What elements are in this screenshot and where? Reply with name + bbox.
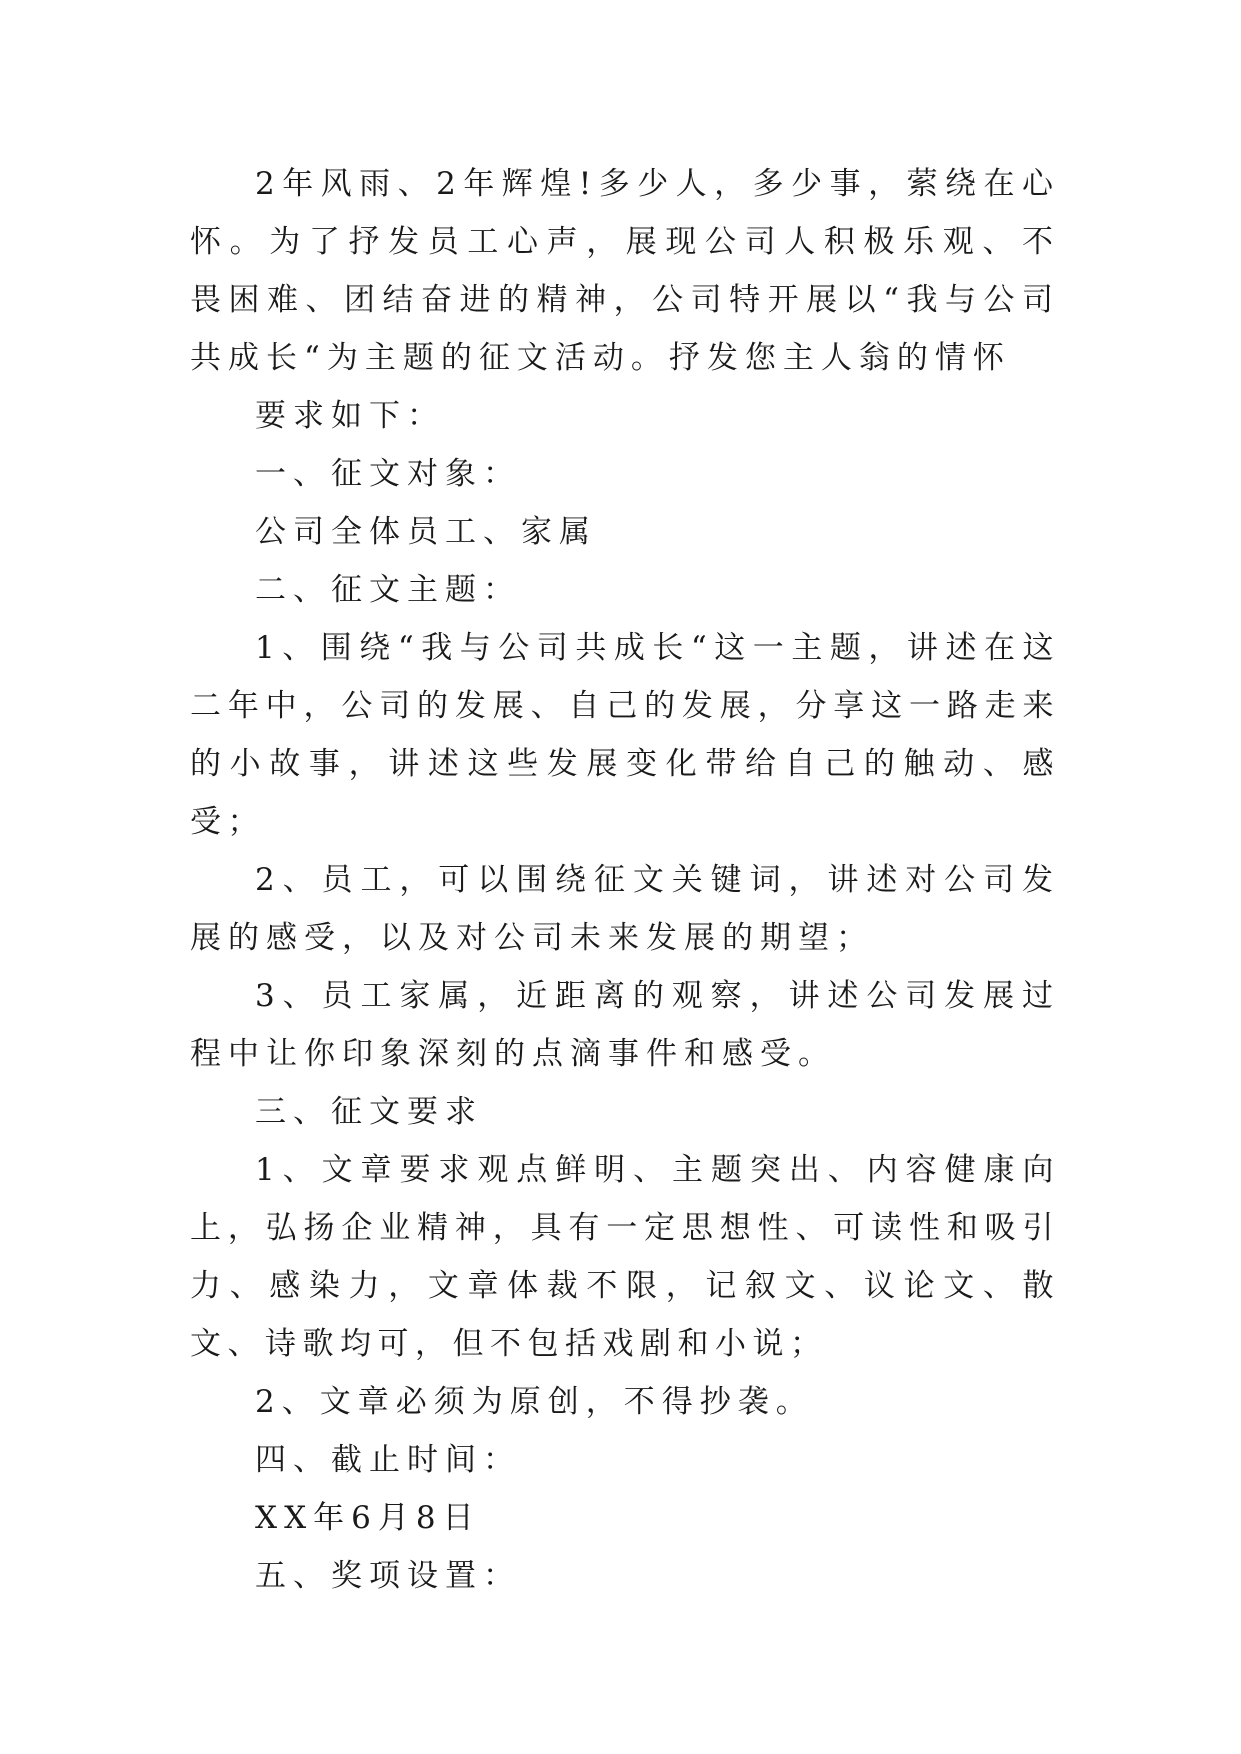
section-2-item-2: 2、员工，可以围绕征文关键词，讲述对公司发展的感受，以及对公司未来发展的期望；	[190, 862, 1060, 956]
section-4-content: XX年6月8日	[255, 1500, 481, 1536]
requirements-heading: 要求如下：	[255, 398, 445, 434]
section-4-heading: 四、截止时间：	[255, 1442, 521, 1478]
section-3-item-1: 1、文章要求观点鲜明、主题突出、内容健康向上，弘扬企业精神，具有一定思想性、可读性和吸引力、感染力，文章体裁不限，记叙文、议论文、散文、诗歌均可，但不包括戏剧和小说；	[190, 1152, 1060, 1362]
section-5-heading: 五、奖项设置：	[255, 1558, 521, 1594]
section-2-item-1: 1、围绕“我与公司共成长“这一主题，讲述在这二年中，公司的发展、自己的发展，分享这一路走来的小故事，讲述这些发展变化带给自己的触动、感受；	[190, 630, 1060, 840]
section-1-heading: 一、征文对象：	[255, 456, 521, 492]
intro-paragraph: 2年风雨、2年辉煌!多少人，多少事，萦绕在心怀。为了抒发员工心声，展现公司人积极乐观、不畏困难、团结奋进的精神，公司特开展以“我与公司共成长“为主题的征文活动。抒发您主人翁的情怀	[190, 166, 1060, 376]
document-body	[190, 155, 1060, 1605]
section-3-heading: 三、征文要求	[255, 1094, 483, 1130]
section-3-item-2: 2、文章必须为原创，不得抄袭。	[255, 1384, 814, 1420]
section-2-heading: 二、征文主题：	[255, 572, 521, 608]
section-1-content: 公司全体员工、家属	[255, 514, 597, 550]
section-2-item-3: 3、员工家属，近距离的观察，讲述公司发展过程中让你印象深刻的点滴事件和感受。	[190, 978, 1060, 1072]
